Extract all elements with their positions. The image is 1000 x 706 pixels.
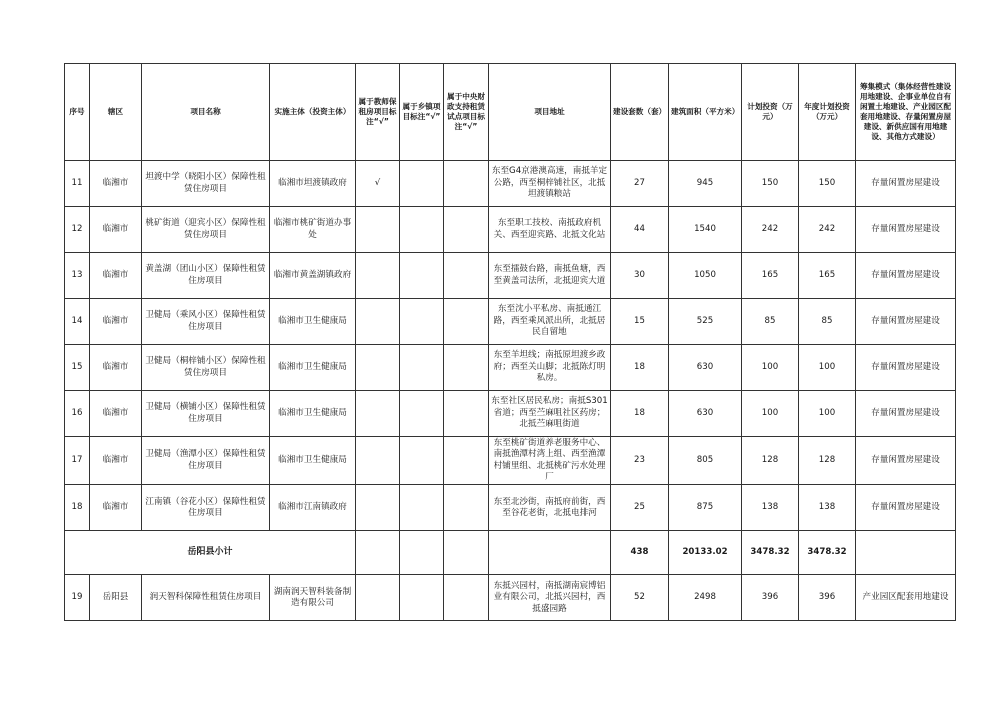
cell-seq: 18 [65, 485, 90, 531]
cell-mode: 存量闲置房屋建设 [856, 485, 956, 531]
cell-invest: 100 [742, 345, 799, 391]
table-row [65, 345, 956, 391]
cell-mode: 存量闲置房屋建设 [856, 437, 956, 485]
cell-address: 东至沈小平私房、南抵通江路，西至乘风派出所，北抵居民自留地 [489, 299, 611, 345]
cell-invest: 138 [742, 485, 799, 531]
cell-central [444, 345, 489, 391]
cell-district: 临湘市 [90, 299, 142, 345]
cell-seq: 13 [65, 253, 90, 299]
cell-teacher: √ [356, 161, 400, 207]
cell-area: 630 [669, 345, 742, 391]
cell-seq: 16 [65, 391, 90, 437]
header-seq: 序号 [65, 64, 90, 161]
subtotal-units: 438 [611, 531, 669, 575]
cell-teacher [356, 207, 400, 253]
cell-address: 东至羊坦线；南抵原坦渡乡政府；西至关山脚；北抵陈灯明私房。 [489, 345, 611, 391]
cell-entity: 临湘市卫生健康局 [270, 437, 356, 485]
subtotal-teacher [356, 531, 400, 575]
subtotal-label: 岳阳县小计 [65, 531, 356, 575]
cell-seq: 17 [65, 437, 90, 485]
cell-address: 东至社区居民私房；南抵S301省道；西至苎麻咀社区药房；北抵苎麻咀街道 [489, 391, 611, 437]
header-entity: 实施主体（投资主体） [270, 64, 356, 161]
cell-district: 临湘市 [90, 253, 142, 299]
cell-invest: 165 [742, 253, 799, 299]
cell-district: 岳阳县 [90, 575, 142, 621]
cell-project: 桃矿街道（迎宾小区）保障性租赁住房项目 [142, 207, 270, 253]
cell-project: 黄盖湖（团山小区）保障性租赁住房项目 [142, 253, 270, 299]
cell-address: 东至擂鼓台路，南抵鱼塘，西至黄盖司法所，北抵迎宾大道 [489, 253, 611, 299]
cell-town [400, 485, 444, 531]
cell-town [400, 345, 444, 391]
cell-area: 1540 [669, 207, 742, 253]
cell-annual: 128 [799, 437, 856, 485]
cell-units: 52 [611, 575, 669, 621]
subtotal-address [489, 531, 611, 575]
cell-teacher [356, 345, 400, 391]
cell-invest: 150 [742, 161, 799, 207]
header-district: 辖区 [90, 64, 142, 161]
cell-entity: 临湘市黄盖湖镇政府 [270, 253, 356, 299]
cell-units: 18 [611, 345, 669, 391]
cell-town [400, 207, 444, 253]
header-address: 项目地址 [489, 64, 611, 161]
cell-invest: 85 [742, 299, 799, 345]
subtotal-mode [856, 531, 956, 575]
cell-project: 卫健局（桐梓铺小区）保障性租赁住房项目 [142, 345, 270, 391]
header-units: 建设套数（套） [611, 64, 669, 161]
cell-project: 卫健局（渔潭小区）保障性租赁住房项目 [142, 437, 270, 485]
cell-entity: 临湘市卫生健康局 [270, 391, 356, 437]
cell-address: 东抵兴园村，南抵湖南宸博铝业有限公司，北抵兴园村，西抵盛园路 [489, 575, 611, 621]
cell-mode: 存量闲置房屋建设 [856, 253, 956, 299]
cell-annual: 138 [799, 485, 856, 531]
cell-address: 东至G4京港澳高速，南抵羊定公路，西至桐梓铺社区，北抵坦渡镇粮站 [489, 161, 611, 207]
subtotal-area: 20133.02 [669, 531, 742, 575]
cell-units: 27 [611, 161, 669, 207]
cell-central [444, 575, 489, 621]
cell-address: 东至北沙街，南抵府前街，西至谷花老街，北抵电排河 [489, 485, 611, 531]
cell-area: 1050 [669, 253, 742, 299]
subtotal-row [65, 531, 956, 575]
cell-seq: 12 [65, 207, 90, 253]
cell-town [400, 253, 444, 299]
cell-annual: 396 [799, 575, 856, 621]
cell-units: 18 [611, 391, 669, 437]
cell-district: 临湘市 [90, 207, 142, 253]
cell-units: 44 [611, 207, 669, 253]
cell-project: 江南镇（谷花小区）保障性租赁住房项目 [142, 485, 270, 531]
table-row [65, 253, 956, 299]
cell-entity: 临湘市卫生健康局 [270, 299, 356, 345]
cell-teacher [356, 391, 400, 437]
cell-area: 525 [669, 299, 742, 345]
cell-central [444, 391, 489, 437]
cell-town [400, 437, 444, 485]
table-row [65, 207, 956, 253]
cell-invest: 128 [742, 437, 799, 485]
header-annual: 年度计划投资（万元） [799, 64, 856, 161]
cell-central [444, 253, 489, 299]
cell-district: 临湘市 [90, 345, 142, 391]
cell-entity: 临湘市坦渡镇政府 [270, 161, 356, 207]
table-row [65, 161, 956, 207]
cell-central [444, 437, 489, 485]
cell-central [444, 485, 489, 531]
cell-units: 15 [611, 299, 669, 345]
cell-address: 东至桃矿街道养老服务中心、南抵渔潭村湾上组、西至渔潭村铺里组、北抵桃矿污水处理厂 [489, 437, 611, 485]
header-project: 项目名称 [142, 64, 270, 161]
subtotal-annual: 3478.32 [799, 531, 856, 575]
cell-mode: 存量闲置房屋建设 [856, 299, 956, 345]
cell-teacher [356, 437, 400, 485]
cell-teacher [356, 575, 400, 621]
cell-district: 临湘市 [90, 437, 142, 485]
cell-invest: 242 [742, 207, 799, 253]
cell-invest: 100 [742, 391, 799, 437]
cell-entity: 临湘市桃矿街道办事处 [270, 207, 356, 253]
cell-mode: 存量闲置房屋建设 [856, 345, 956, 391]
cell-mode: 存量闲置房屋建设 [856, 207, 956, 253]
table-row [65, 299, 956, 345]
cell-teacher [356, 299, 400, 345]
cell-area: 630 [669, 391, 742, 437]
table-row [65, 485, 956, 531]
cell-central [444, 161, 489, 207]
cell-area: 945 [669, 161, 742, 207]
cell-town [400, 391, 444, 437]
cell-seq: 14 [65, 299, 90, 345]
cell-project: 卫健局（乘风小区）保障性租赁住房项目 [142, 299, 270, 345]
cell-town [400, 299, 444, 345]
cell-town [400, 161, 444, 207]
subtotal-central [444, 531, 489, 575]
subtotal-invest: 3478.32 [742, 531, 799, 575]
cell-district: 临湘市 [90, 391, 142, 437]
housing-project-table [64, 63, 956, 621]
header-area: 建筑面积（平方米） [669, 64, 742, 161]
cell-units: 25 [611, 485, 669, 531]
cell-units: 30 [611, 253, 669, 299]
cell-mode: 存量闲置房屋建设 [856, 391, 956, 437]
cell-area: 875 [669, 485, 742, 531]
cell-mode: 产业园区配套用地建设 [856, 575, 956, 621]
cell-area: 2498 [669, 575, 742, 621]
header-row [65, 64, 956, 161]
cell-entity: 湖南润天智科装备制造有限公司 [270, 575, 356, 621]
cell-teacher [356, 253, 400, 299]
cell-invest: 396 [742, 575, 799, 621]
header-teacher: 属于教师保租房项目标注“√” [356, 64, 400, 161]
cell-seq: 15 [65, 345, 90, 391]
cell-district: 临湘市 [90, 161, 142, 207]
header-mode: 筹集模式（集体经营性建设用地建设、企事业单位自有闲置土地建设、产业园区配套用地建设、存量闲置房屋建设、新供应国有用地建设、其他方式建设） [856, 64, 956, 161]
cell-teacher [356, 485, 400, 531]
cell-annual: 242 [799, 207, 856, 253]
table-row [65, 575, 956, 621]
header-central: 属于中央财政支持租赁试点项目标注“√” [444, 64, 489, 161]
header-town: 属于乡镇项目标注“√” [400, 64, 444, 161]
cell-annual: 100 [799, 391, 856, 437]
cell-seq: 11 [65, 161, 90, 207]
cell-entity: 临湘市江南镇政府 [270, 485, 356, 531]
table-row [65, 437, 956, 485]
cell-project: 卫健局（横铺小区）保障性租赁住房项目 [142, 391, 270, 437]
subtotal-town [400, 531, 444, 575]
table-row [65, 391, 956, 437]
cell-entity: 临湘市卫生健康局 [270, 345, 356, 391]
cell-central [444, 207, 489, 253]
cell-seq: 19 [65, 575, 90, 621]
cell-units: 23 [611, 437, 669, 485]
cell-central [444, 299, 489, 345]
cell-annual: 85 [799, 299, 856, 345]
cell-project: 坦渡中学（晓阳小区）保障性租赁住房项目 [142, 161, 270, 207]
cell-town [400, 575, 444, 621]
cell-project: 润天智科保障性租赁住房项目 [142, 575, 270, 621]
cell-district: 临湘市 [90, 485, 142, 531]
cell-annual: 150 [799, 161, 856, 207]
cell-area: 805 [669, 437, 742, 485]
cell-mode: 存量闲置房屋建设 [856, 161, 956, 207]
cell-annual: 100 [799, 345, 856, 391]
header-invest: 计划投资（万元） [742, 64, 799, 161]
cell-annual: 165 [799, 253, 856, 299]
cell-address: 东至职工技校、南抵政府机关、西至迎宾路、北抵文化站 [489, 207, 611, 253]
